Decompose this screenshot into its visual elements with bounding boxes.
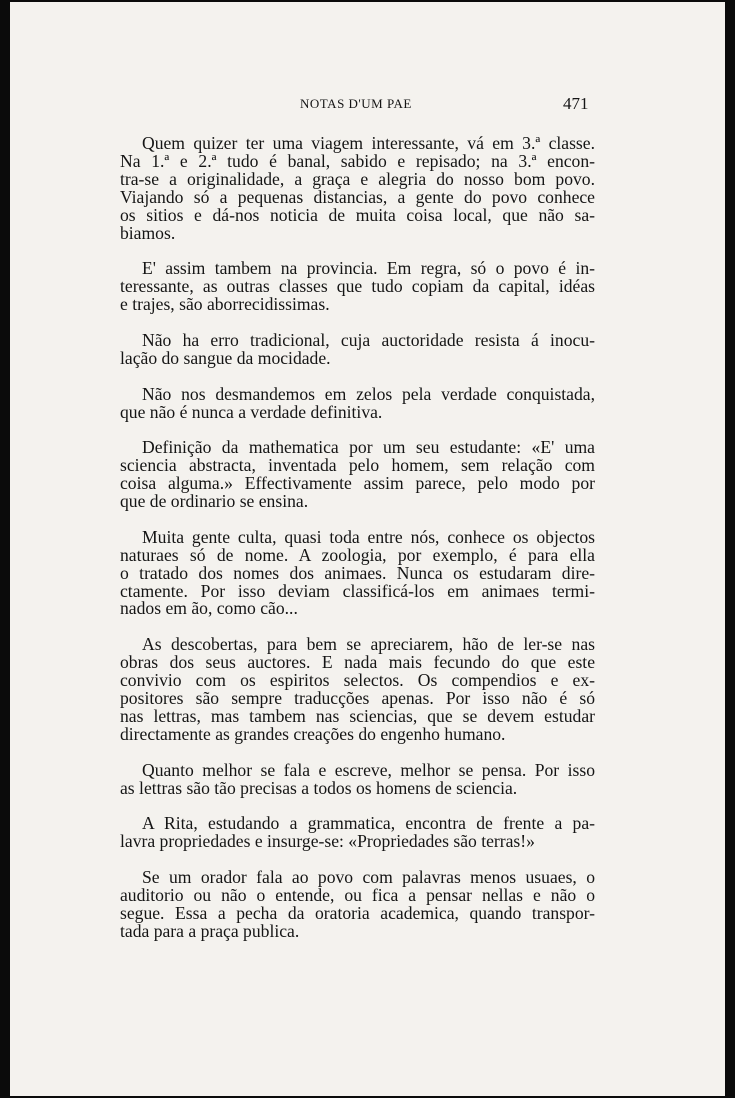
text-line: E' assim tambem na provincia. Em regra, só o povo é in- (142, 258, 595, 279)
text-line: convivio com os espiritos selectos. Os compendios e ex- (120, 670, 595, 691)
paragraph (120, 869, 595, 941)
text-line: Quanto melhor se fala e escreve, melhor se pensa. Por isso (142, 759, 595, 780)
text-line: auditorio ou não o entende, ou fica a pensar nellas e não o (120, 884, 595, 905)
text-line: tada para a praça publica. (120, 920, 300, 941)
text-line: o tratado dos nomes dos animaes. Nunca os estudaram dire- (120, 562, 595, 583)
text-line: obras dos seus auctores. E nada mais fecundo do que este (120, 652, 595, 673)
text-line: Não nos desmandemos em zelos pela verdade conquistada, (142, 383, 595, 404)
page-number: 471 (563, 94, 589, 113)
paragraph (120, 260, 595, 314)
text-line: teressante, as outras classes que tudo copiam da capital, idéas (120, 276, 595, 297)
paragraph (120, 135, 595, 242)
running-title: NOTAS D'UM PAE (300, 96, 412, 111)
book-page (10, 2, 725, 1096)
text-line: Na 1.ª e 2.ª tudo é banal, sabido e repisado; na 3.ª encon- (120, 150, 595, 171)
text-line: Não ha erro tradicional, cuja auctoridade resista á inocu- (142, 329, 595, 350)
page-header (10, 94, 725, 116)
text-line: e trajes, são aborrecidissimas. (120, 294, 330, 315)
text-line: A Rita, estudando a grammatica, encontra de frente a pa- (142, 813, 595, 834)
text-line: biamos. (120, 222, 176, 243)
text-line: nados em ão, como cão... (120, 598, 298, 619)
paragraph (120, 439, 595, 511)
text-line: directamente as grandes creações do engenho humano. (120, 723, 506, 744)
text-line: lação do sangue da mocidade. (120, 347, 331, 368)
text-line: Definição da mathematica por um seu estudante: «E' uma (142, 437, 595, 458)
paragraph (120, 329, 595, 368)
paragraph (120, 526, 595, 619)
text-line: Quem quizer ter uma viagem interessante, vá em 3.ª classe. (142, 133, 595, 153)
paragraph (120, 815, 595, 851)
text-line: coisa alguma.» Effectivamente assim parece, pelo modo por (120, 473, 595, 494)
paragraph (120, 636, 595, 743)
text-line: Se um orador fala ao povo com palavras menos usuaes, o (142, 867, 595, 888)
paragraph (120, 759, 595, 798)
text-line: que não é nunca a verdade definitiva. (120, 401, 383, 422)
text-line: positores são sempre traducções apenas. Por isso não é só (120, 688, 595, 708)
text-line: nas lettras, mas tambem nas sciencias, que se devem estudar (120, 705, 595, 726)
text-line: Viajando só a pequenas distancias, a gente do povo conhece (120, 186, 595, 207)
text-line: tra-se a originalidade, a graça e alegria do nosso bom povo. (120, 168, 595, 189)
text-line: sciencia abstracta, inventada pelo homem, sem relação com (120, 455, 595, 476)
text-line: segue. Essa a pecha da oratoria academica, quando transpor- (120, 902, 595, 923)
text-line: As descobertas, para bem se apreciarem, hão de ler-se nas (142, 634, 595, 655)
text-line: naturaes só de nome. A zoologia, por exemplo, é para ella (120, 544, 595, 565)
text-line: Muita gente culta, quasi toda entre nós, conhece os objectos (142, 526, 595, 547)
text-line: que de ordinario se ensina. (120, 491, 309, 512)
paragraph (120, 383, 595, 422)
text-line: os sitios e dá-nos noticia de muita coisa local, que não sa- (120, 204, 595, 225)
text-line: ctamente. Por isso deviam classificá-los em animaes termi- (120, 580, 595, 601)
text-line: as lettras são tão precisas a todos os homens de sciencia. (120, 777, 518, 798)
text-line: lavra propriedades e insurge-se: «Propriedades são terras!» (120, 831, 535, 852)
body-text (120, 135, 595, 959)
